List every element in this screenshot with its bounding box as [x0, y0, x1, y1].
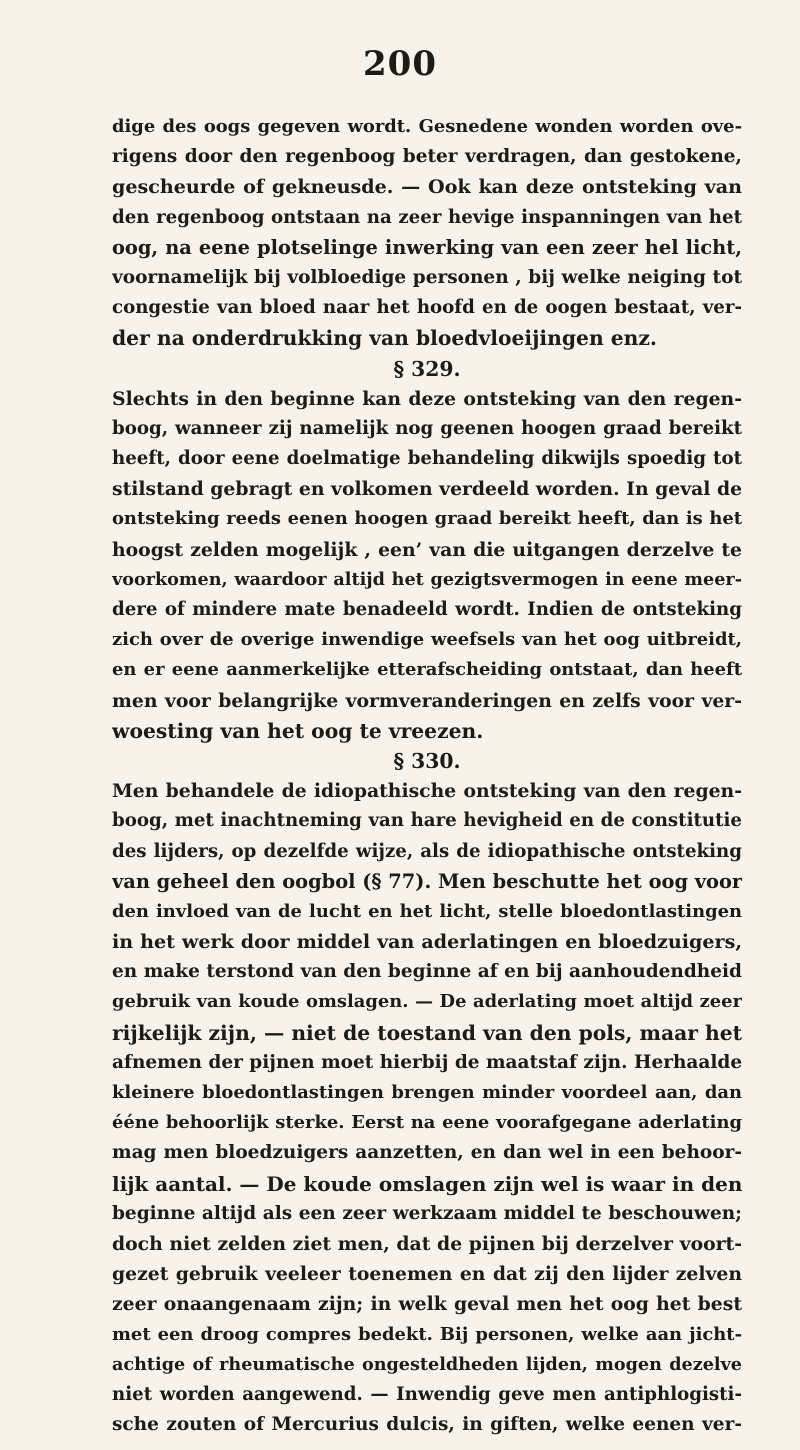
text-line: dige des oogs gegeven wordt. Gesnedene wonden worden ove- [112, 116, 742, 137]
text-line: gezet gebruik veeleer toenemen en dat zij den lijder zelven [112, 1263, 742, 1286]
text-line: ééne behoorlijk sterke. Eerst na eene voorafgegane aderlating [112, 1112, 742, 1134]
text-line: hoogst zelden mogelijk , een’ van die uitgangen derzelve te [112, 538, 742, 561]
text-line: met een droog compres bedekt. Bij personen, welke aan jicht- [112, 1323, 742, 1345]
text-line: kleinere bloedontlastingen brengen minder voordeel aan, dan [112, 1082, 742, 1103]
text-line: woesting van het oog te vreezen. [112, 718, 484, 743]
text-line: boog, met inachtneming van hare hevigheid en de constitutie [112, 810, 742, 832]
text-line: afnemen der pijnen moet hierbij de maatstaf zijn. Herhaalde [112, 1051, 742, 1073]
text-line: stilstand gebragt en volkomen verdeeld worden. In geval de [112, 478, 742, 501]
text-line: in het werk door middel van aderlatingen en bloedzuigers, [112, 930, 742, 954]
text-line: gescheurde of gekneusde. — Ook kan deze ontsteking van [112, 175, 742, 199]
text-line: boog, wanneer zij namelijk nog geenen hoogen graad bereikt [112, 417, 742, 439]
text-line: heeft, door eene doelmatige behandeling dikwijls spoedig tot [112, 448, 742, 470]
section-heading: § 330. [393, 748, 461, 773]
text-line: lijk aantal. — De koude omslagen zijn wel is waar in den [112, 1171, 742, 1196]
text-line: men voor belangrijke vormveranderingen en zelfs voor ver- [112, 689, 742, 712]
text-line: voornamelijk bij volbloedige personen , bij welke neiging tot [112, 266, 742, 288]
text-line: doch niet zelden ziet men, dat de pijnen bij derzelver voort- [112, 1232, 742, 1255]
text-line: voorkomen, waardoor altijd het gezigtsvermogen in eene meer- [112, 568, 742, 590]
text-line: Men behandele de idiopathische ontsteking van den regen- [112, 780, 742, 803]
text-line: dere of mindere mate benadeeld wordt. Indien de ontsteking [112, 599, 742, 620]
text-line: Slechts in den beginne kan deze ontsteking van den regen- [112, 387, 742, 410]
text-line: sche zouten of Mercurius dulcis, in giften, welke eenen ver- [112, 1414, 742, 1436]
text-line: en make terstond van den beginne af en bij aanhoudendheid [112, 961, 742, 983]
text-line: niet worden aangewend. — Inwendig geve men antiphlogisti- [112, 1383, 742, 1405]
text-line: der na onderdrukking van bloedvloeijingen enz. [112, 326, 657, 351]
text-line: den invloed van de lucht en het licht, stelle bloedontlastingen [112, 900, 742, 922]
text-line: den regenboog ontstaan na zeer hevige inspanningen van het [112, 206, 742, 228]
text-line: rigens door den regenboog beter verdragen, dan gestokene, [112, 146, 742, 168]
text-line: zich over de overige inwendige weefsels van het oog uitbreidt, [112, 629, 742, 651]
text-line: ontsteking reeds eenen hoogen graad bereikt heeft, dan is het [112, 508, 742, 530]
text-line: van geheel den oogbol (§ 77). Men beschutte het oog voor [112, 869, 742, 893]
body-text [112, 112, 742, 1440]
text-line: rijkelijk zijn, — niet de toestand van den pols, maar het [112, 1020, 742, 1045]
text-line: des lijders, op dezelfde wijze, als de idiopathische ontsteking [112, 840, 742, 862]
text-line: zeer onaangenaam zijn; in welk geval men het oog het best [112, 1293, 742, 1316]
text-line: achtige of rheumatische ongesteldheden lijden, mogen dezelve [112, 1353, 742, 1375]
text-line: beginne altijd als een zeer werkzaam middel te beschouwen; [112, 1202, 742, 1224]
text-line: mag men bloedzuigers aanzetten, en dan wel in een behoor- [112, 1142, 742, 1164]
section-heading: § 329. [393, 356, 461, 381]
text-line: en er eene aanmerkelijke etterafscheiding ontstaat, dan heeft [112, 659, 742, 681]
text-line: congestie van bloed naar het hoofd en de oogen bestaat, ver- [112, 297, 742, 319]
page-number: 200 [363, 44, 437, 84]
text-line: gebruik van koude omslagen. — De aderlating moet altijd zeer [112, 991, 742, 1013]
text-line: oog, na eene plotselinge inwerking van een zeer hel licht, [112, 235, 742, 259]
